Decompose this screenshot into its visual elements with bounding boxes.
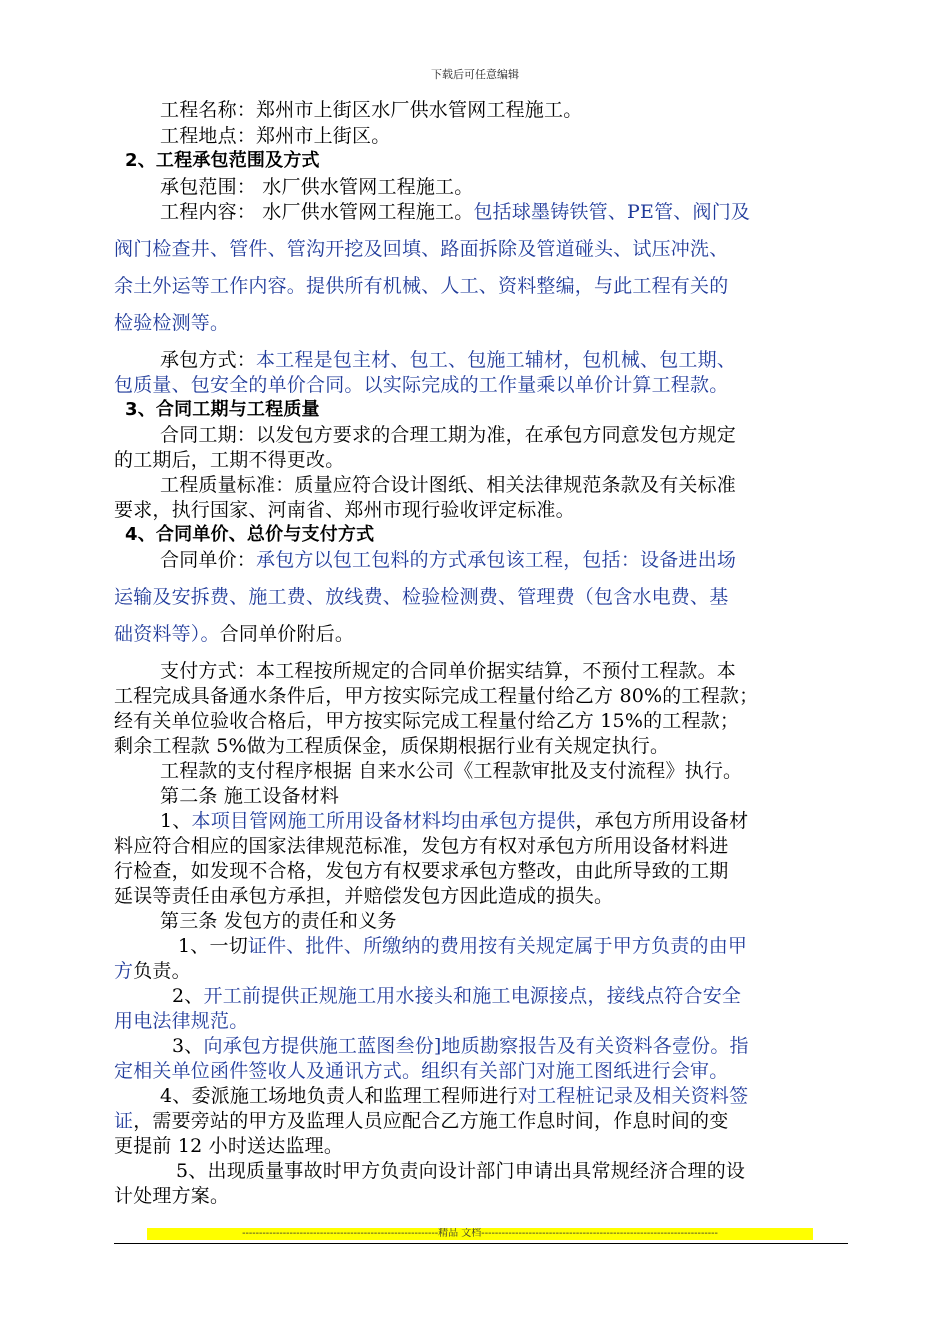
- text-line: [178, 934, 747, 958]
- text-line: [114, 1009, 248, 1033]
- text-line: [160, 473, 736, 497]
- text-segment: 本项目管网施工所用设备材料均由承包方提供: [191, 810, 576, 832]
- text-segment: 工程内容： 水厂供水管网工程施工。: [160, 201, 474, 223]
- text-segment: ，需要旁站的甲方及监理人员应配合乙方施工作息时间，作息时间的变: [133, 1110, 729, 1132]
- text-segment: 证: [114, 1110, 134, 1132]
- text-segment: 阀门检查井、管件、管沟开挖及回填、路面拆除及管道碰头、试压冲洗、: [114, 238, 729, 260]
- text-line: [160, 200, 750, 224]
- text-segment: 合同工期：以发包方要求的合理工期为准，在承包方同意发包方规定: [160, 424, 737, 446]
- text-line: [160, 124, 390, 148]
- text-segment: 余土外运等工作内容。提供所有机械、人工、资料整编，与此工程有关的: [114, 275, 729, 297]
- text-segment: 要求，执行国家、河南省、郑州市现行验收评定标准。: [114, 499, 575, 521]
- section-heading: [125, 523, 374, 547]
- text-segment: 承包方式：: [160, 349, 257, 371]
- text-line: [160, 909, 397, 933]
- text-segment: 1、: [160, 810, 192, 832]
- page-footer: ----------------------------------------------------------精品 文档----------------------------------------------------------------------: [147, 1228, 813, 1240]
- text-line: [176, 1159, 745, 1183]
- text-segment: 剩余工程款 5%做为工程质保金，质保期根据行业有关规定执行。: [114, 735, 670, 757]
- text-line: [160, 348, 736, 372]
- text-segment: 合同单价附后。: [219, 623, 355, 645]
- text-segment: 承包方以包工包料的方式承包该工程，包括：设备进出场: [256, 549, 737, 571]
- text-segment: 1、一切: [178, 935, 248, 957]
- text-segment: 工程名称：郑州市上街区水厂供水管网工程施工。: [160, 99, 583, 121]
- text-segment: 本工程是包主材、包工、包施工辅材，包机械、包工期、: [256, 349, 737, 371]
- section-heading: [125, 149, 320, 173]
- text-segment: 方: [114, 960, 134, 982]
- text-line: [160, 759, 742, 783]
- text-segment: 2、工程承包范围及方式: [125, 150, 320, 171]
- text-line: [114, 1134, 343, 1158]
- text-line: [114, 237, 728, 261]
- text-segment: 工程款的支付程序根据 自来水公司《工程款审批及支付流程》执行。: [160, 760, 743, 782]
- text-segment: 4、委派施工场地负责人和监理工程师进行: [160, 1085, 518, 1107]
- text-segment: 包质量、包安全的单价合同。以实际完成的工作量乘以单价计算工程款。: [114, 374, 729, 396]
- text-line: [114, 311, 229, 335]
- text-line: [172, 1034, 749, 1058]
- text-segment: 开工前提供正规施工用水接头和施工电源接点，接线点符合安全: [203, 985, 742, 1007]
- text-line: [160, 809, 748, 833]
- text-segment: 3、: [172, 1035, 204, 1057]
- text-line: [114, 373, 728, 397]
- text-line: [114, 448, 344, 472]
- text-line: [114, 734, 669, 758]
- text-segment: 3、合同工期与工程质量: [125, 399, 320, 420]
- text-line: [160, 659, 736, 683]
- text-line: [114, 1184, 229, 1208]
- text-segment: 工程地点：郑州市上街区。: [160, 125, 391, 147]
- text-segment: 运输及安拆费、施工费、放线费、检验检测费、管理费（包含水电费、基: [114, 586, 729, 608]
- text-line: [172, 984, 741, 1008]
- text-segment: 定相关单位函件签收人及通讯方式。组织有关部门对施工图纸进行会审。: [114, 1060, 729, 1082]
- text-segment: 计处理方案。: [114, 1185, 230, 1207]
- text-segment: 行检查，如发现不合格，发包方有权要求承包方整改，由此所导致的工期: [114, 860, 729, 882]
- text-segment: 更提前 12 小时送达监理。: [114, 1135, 344, 1157]
- text-line: [114, 834, 728, 858]
- text-segment: 础资料等）。: [114, 623, 220, 645]
- text-segment: 对工程桩记录及相关资料签: [517, 1085, 749, 1107]
- text-segment: 支付方式：本工程按所规定的合同单价据实结算，不预付工程款。本: [160, 660, 737, 682]
- text-segment: 工程完成具备通水条件后，甲方按实际完成工程量付给乙方 80%的工程款；: [114, 685, 759, 707]
- text-line: [114, 585, 728, 609]
- text-segment: 的工期后，工期不得更改。: [114, 449, 345, 471]
- page-header: 下载后可任意编辑: [431, 68, 519, 81]
- text-line: [114, 274, 728, 298]
- text-segment: 经有关单位验收合格后，甲方按实际完成工程量付给乙方 15%的工程款；: [114, 710, 740, 732]
- text-segment: 负责。: [133, 960, 191, 982]
- text-line: [114, 884, 613, 908]
- text-segment: 延误等责任由承包方承担，并赔偿发包方因此造成的损失。: [114, 885, 614, 907]
- text-segment: 2、: [172, 985, 204, 1007]
- text-segment: 5、出现质量事故时甲方负责向设计部门申请出具常规经济合理的设: [176, 1160, 746, 1182]
- text-line: [160, 548, 736, 572]
- text-line: [114, 622, 354, 646]
- text-segment: ，承包方所用设备材: [575, 810, 749, 832]
- text-segment: 证件、批件、所缴纳的费用按有关规定属于甲方负责的由甲: [247, 935, 748, 957]
- text-line: [114, 709, 739, 733]
- footer-rule: [114, 1243, 848, 1244]
- text-line: [114, 684, 758, 708]
- text-line: [160, 1084, 748, 1108]
- text-segment: 用电法律规范。: [114, 1010, 249, 1032]
- text-line: [160, 175, 473, 199]
- text-line: [114, 859, 728, 883]
- text-line: [114, 498, 575, 522]
- text-segment: 料应符合相应的国家法律规范标准，发包方有权对承包方所用设备材料进: [114, 835, 729, 857]
- text-segment: 工程质量标准：质量应符合设计图纸、相关法律规范条款及有关标准: [160, 474, 737, 496]
- section-heading: [125, 398, 320, 422]
- text-segment: 4、合同单价、总价与支付方式: [125, 524, 375, 545]
- text-segment: 第二条 施工设备材料: [160, 785, 340, 807]
- text-segment: 检验检测等。: [114, 312, 230, 334]
- text-line: [114, 959, 191, 983]
- text-line: [160, 784, 339, 808]
- text-segment: 包括球墨铸铁管、PE管、阀门及: [473, 201, 751, 223]
- text-line: [160, 98, 582, 122]
- text-segment: 第三条 发包方的责任和义务: [160, 910, 397, 932]
- text-segment: 向承包方提供施工蓝图叁份]地质勘察报告及有关资料各壹份。指: [203, 1035, 749, 1057]
- text-segment: 合同单价：: [160, 549, 257, 571]
- text-segment: 承包范围： 水厂供水管网工程施工。: [160, 176, 474, 198]
- text-line: [114, 1109, 728, 1133]
- text-line: [160, 423, 736, 447]
- text-line: [114, 1059, 728, 1083]
